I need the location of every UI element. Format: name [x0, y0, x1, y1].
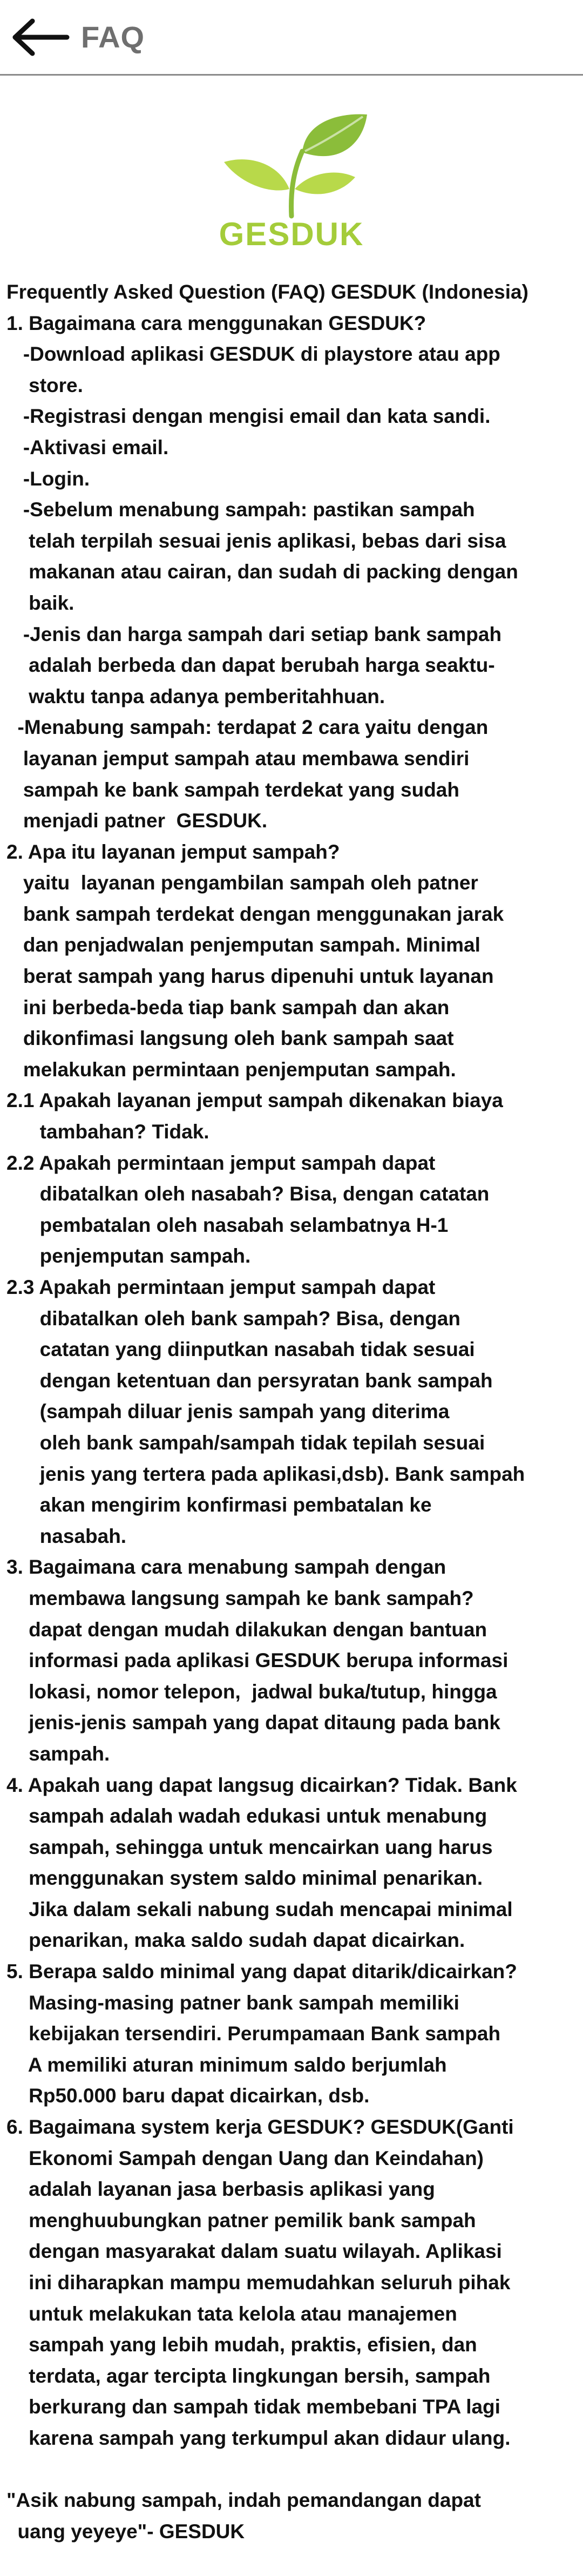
- faq-line: 2. Apa itu layanan jemput sampah?: [6, 840, 340, 863]
- faq-line: jenis-jenis sampah yang dapat ditaung pada bank: [6, 1711, 500, 1734]
- leaf-icon: [211, 108, 372, 219]
- faq-line: penarikan, maka saldo sudah dapat dicairkan.: [6, 1929, 465, 1952]
- faq-line: bank sampah terdekat dengan menggunakan jarak: [6, 902, 504, 925]
- faq-line: Rp50.000 baru dapat dicairkan, dsb.: [6, 2085, 370, 2107]
- faq-line: (sampah diluar jenis sampah yang diterima: [6, 1400, 450, 1423]
- faq-line: dan penjadwalan penjemputan sampah. Minimal: [6, 934, 480, 956]
- faq-line: jenis yang tertera pada aplikasi,dsb). Bank sampah: [6, 1462, 525, 1485]
- faq-line: makanan atau cairan, dan sudah di packing dengan: [6, 561, 518, 583]
- faq-line: -Aktivasi email.: [6, 436, 169, 458]
- faq-line: berat sampah yang harus dipenuhi untuk layanan: [6, 965, 494, 988]
- faq-line: sampah adalah wadah edukasi untuk menabung: [6, 1805, 487, 1828]
- faq-line: sampah.: [6, 1742, 110, 1765]
- faq-line: karena sampah yang terkumpul akan didaur ulang.: [6, 2426, 511, 2449]
- faq-line: ini berbeda-beda tiap bank sampah dan akan: [6, 996, 450, 1019]
- faq-line: A memiliki aturan minimum saldo berjumlah: [6, 2053, 447, 2076]
- faq-line: kebijakan tersendiri. Perumpamaan Bank sampah: [6, 2022, 501, 2045]
- faq-line: informasi pada aplikasi GESDUK berupa informasi: [6, 1649, 509, 1672]
- faq-line: 2.1 Apakah layanan jemput sampah dikenakan biaya: [6, 1089, 503, 1112]
- faq-line: store.: [6, 374, 83, 396]
- faq-line: -Sebelum menabung sampah: pastikan sampah: [6, 498, 475, 521]
- faq-line: -Menabung sampah: terdapat 2 cara yaitu dengan: [6, 716, 489, 739]
- faq-line: untuk melakukan tata kelola atau manajemen: [6, 2302, 457, 2325]
- faq-line: lokasi, nomor telepon, jadwal buka/tutup, hingga: [6, 1680, 497, 1703]
- faq-line: yaitu layanan pengambilan sampah oleh patner: [6, 872, 478, 894]
- faq-line: catatan yang diinputkan nasabah tidak sesuai: [6, 1338, 475, 1361]
- faq-line: baik.: [6, 591, 74, 614]
- faq-line: dengan masyarakat dalam suatu wilayah. Aplikasi: [6, 2240, 502, 2263]
- spacer: [6, 2454, 579, 2485]
- faq-line: layanan jemput sampah atau membawa sendiri: [6, 747, 470, 770]
- app-bar: [0, 0, 583, 76]
- faq-line: 3. Bagaimana cara menabung sampah dengan: [6, 1556, 446, 1579]
- faq-line: 2.2 Apakah permintaan jemput sampah dapat: [6, 1151, 436, 1174]
- faq-line: 4. Apakah uang dapat langsug dicairkan? Tidak. Bank: [6, 1773, 517, 1796]
- faq-content: [6, 277, 579, 2547]
- faq-line: adalah berbeda dan dapat berubah harga seaktu-: [6, 654, 495, 677]
- faq-line: pembatalan oleh nasabah selambatnya H-1: [6, 1213, 449, 1236]
- faq-line: ini diharapkan mampu memudahkan seluruh pihak: [6, 2271, 511, 2294]
- closing-quote-line: uang yeyeye"- GESDUK: [6, 2520, 245, 2543]
- faq-line: dibatalkan oleh bank sampah? Bisa, dengan: [6, 1307, 460, 1330]
- faq-line: adalah layanan jasa berbasis aplikasi yang: [6, 2178, 435, 2201]
- faq-line: membawa langsung sampah ke bank sampah?: [6, 1587, 474, 1609]
- faq-line: dibatalkan oleh nasabah? Bisa, dengan catatan: [6, 1183, 490, 1205]
- faq-line: nasabah.: [6, 1525, 127, 1547]
- faq-line: menghuubungkan patner pemilik bank sampah: [6, 2209, 476, 2231]
- faq-line: -Registrasi dengan mengisi email dan kata sandi.: [6, 405, 491, 428]
- faq-line: terdata, agar tercipta lingkungan bersih, sampah: [6, 2364, 491, 2387]
- faq-line: Ekonomi Sampah dengan Uang dan Keindahan): [6, 2147, 484, 2169]
- back-button[interactable]: [0, 0, 81, 75]
- faq-line: dapat dengan mudah dilakukan dengan bantuan: [6, 1618, 487, 1641]
- faq-line: telah terpilah sesuai jenis aplikasi, bebas dari sisa: [6, 529, 506, 552]
- logo-text: GESDUK: [219, 216, 364, 252]
- faq-line: waktu tanpa adanya pemberitahhuan.: [6, 685, 385, 707]
- page-title: FAQ: [81, 20, 145, 54]
- faq-line: sampah ke bank sampah terdekat yang sudah: [6, 778, 459, 801]
- faq-line: 5. Berapa saldo minimal yang dapat ditarik/dicairkan?: [6, 1960, 517, 1983]
- faq-line: berkurang dan sampah tidak membebani TPA lagi: [6, 2396, 500, 2418]
- app-logo: [0, 108, 583, 265]
- faq-line: 2.3 Apakah permintaan jemput sampah dapat: [6, 1276, 436, 1298]
- faq-line: -Login.: [6, 467, 90, 490]
- faq-line: penjemputan sampah.: [6, 1245, 251, 1267]
- faq-line: menggunakan system saldo minimal penarikan.: [6, 1867, 483, 1890]
- closing-quote-line: "Asik nabung sampah, indah pemandangan dapat: [6, 2489, 481, 2512]
- arrow-left-icon: [11, 18, 70, 56]
- faq-line: akan mengirim konfirmasi pembatalan ke: [6, 1494, 432, 1516]
- faq-line: 1. Bagaimana cara menggunakan GESDUK?: [6, 312, 426, 334]
- faq-line: melakukan permintaan penjemputan sampah.: [6, 1058, 456, 1081]
- faq-line: sampah yang lebih mudah, praktis, efisien, dan: [6, 2334, 477, 2356]
- faq-line: -Jenis dan harga sampah dari setiap bank sampah: [6, 623, 502, 645]
- faq-line: sampah, sehingga untuk mencairkan uang harus: [6, 1836, 493, 1858]
- faq-heading: Frequently Asked Question (FAQ) GESDUK (Indonesia): [6, 281, 528, 303]
- faq-line: oleh bank sampah/sampah tidak tepilah sesuai: [6, 1431, 485, 1454]
- faq-line: 6. Bagaimana system kerja GESDUK? GESDUK(Ganti: [6, 2116, 514, 2139]
- faq-line: -Download aplikasi GESDUK di playstore atau app: [6, 343, 500, 366]
- faq-line: dikonfimasi langsung oleh bank sampah saat: [6, 1027, 454, 1050]
- faq-line: dengan ketentuan dan persyratan bank sampah: [6, 1369, 493, 1392]
- faq-line: Masing-masing patner bank sampah memiliki: [6, 1991, 459, 2014]
- faq-line: tambahan? Tidak.: [6, 1121, 209, 1143]
- faq-line: menjadi patner GESDUK.: [6, 810, 268, 832]
- faq-line: Jika dalam sekali nabung sudah mencapai minimal: [6, 1898, 513, 1920]
